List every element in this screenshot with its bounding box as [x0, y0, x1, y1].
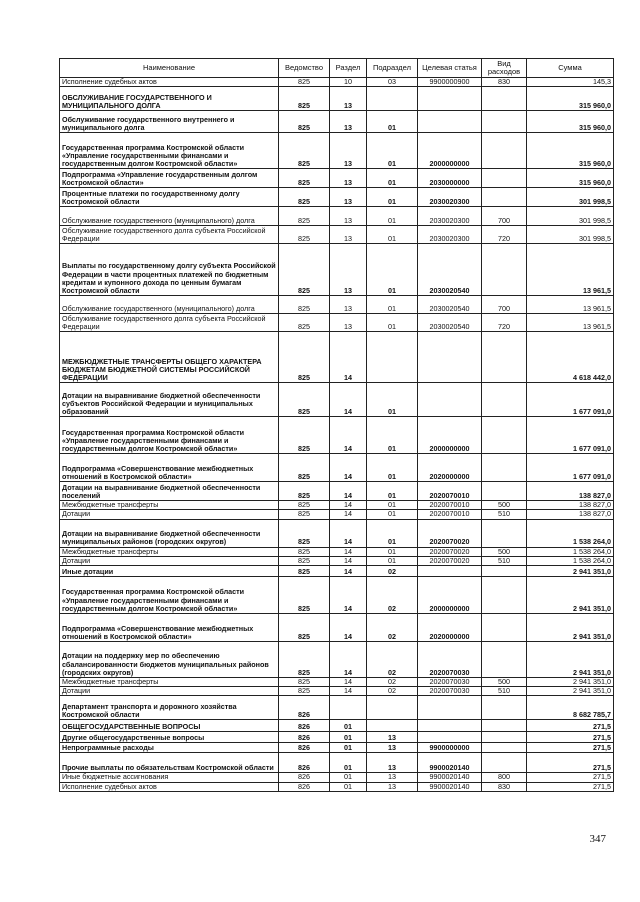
cell-section: 14	[330, 332, 367, 383]
cell-amount: 2 941 351,0	[527, 577, 614, 614]
cell-amount: 315 960,0	[527, 87, 614, 111]
cell-subsection: 13	[367, 732, 418, 743]
cell-section: 14	[330, 519, 367, 547]
table-row	[60, 78, 614, 87]
table-row	[60, 556, 614, 565]
table-row	[60, 501, 614, 510]
cell-section: 14	[330, 687, 367, 696]
cell-section: 14	[330, 614, 367, 642]
table-row	[60, 244, 614, 296]
cell-subsection: 13	[367, 743, 418, 753]
cell-subsection: 01	[367, 547, 418, 556]
cell-name: Дотации на выравнивание бюджетной обеспеченности субъектов Российской Федерации и муниципальных образований	[60, 383, 279, 417]
cell-amount: 13 961,5	[527, 314, 614, 332]
cell-target-article	[418, 732, 482, 743]
table-row	[60, 566, 614, 577]
col-header-expense-type: Вид расходов	[482, 59, 527, 78]
cell-section: 14	[330, 383, 367, 417]
cell-amount: 315 960,0	[527, 133, 614, 169]
cell-target-article	[418, 111, 482, 133]
cell-expense-type	[482, 642, 527, 678]
table-row	[60, 454, 614, 482]
table-header-row	[60, 59, 614, 78]
cell-target-article: 2000000000	[418, 133, 482, 169]
cell-amount: 13 961,5	[527, 244, 614, 296]
cell-department: 826	[279, 732, 330, 743]
cell-target-article	[418, 87, 482, 111]
cell-name: Департамент транспорта и дорожного хозяйства Костромской области	[60, 696, 279, 720]
cell-amount: 271,5	[527, 743, 614, 753]
cell-target-article: 2020070020	[418, 556, 482, 565]
cell-target-article	[418, 566, 482, 577]
cell-name: Подпрограмма «Совершенствование межбюджетных отношений в Костромской области»	[60, 614, 279, 642]
cell-department: 825	[279, 169, 330, 188]
cell-name: Межбюджетные трансферты	[60, 547, 279, 556]
cell-department: 825	[279, 454, 330, 482]
cell-target-article: 2020000000	[418, 614, 482, 642]
cell-subsection: 01	[367, 314, 418, 332]
cell-subsection: 01	[367, 417, 418, 454]
cell-department: 825	[279, 642, 330, 678]
cell-subsection: 01	[367, 207, 418, 226]
cell-name: Обслуживание государственного (муниципального) долга	[60, 207, 279, 226]
cell-department: 825	[279, 207, 330, 226]
cell-subsection	[367, 696, 418, 720]
cell-target-article: 2000000000	[418, 577, 482, 614]
cell-expense-type	[482, 383, 527, 417]
cell-name: Межбюджетные трансферты	[60, 501, 279, 510]
cell-amount: 2 941 351,0	[527, 642, 614, 678]
cell-subsection: 01	[367, 111, 418, 133]
table-row	[60, 720, 614, 732]
cell-expense-type	[482, 454, 527, 482]
cell-target-article: 9900020140	[418, 753, 482, 773]
cell-expense-type	[482, 519, 527, 547]
table-row	[60, 332, 614, 383]
cell-amount: 138 827,0	[527, 482, 614, 501]
cell-section: 01	[330, 773, 367, 782]
cell-department: 826	[279, 773, 330, 782]
cell-expense-type: 700	[482, 296, 527, 314]
cell-department: 826	[279, 720, 330, 732]
cell-amount: 2 941 351,0	[527, 687, 614, 696]
cell-section: 14	[330, 642, 367, 678]
cell-target-article: 2030000000	[418, 169, 482, 188]
cell-department: 826	[279, 696, 330, 720]
cell-section: 13	[330, 207, 367, 226]
cell-section: 14	[330, 547, 367, 556]
cell-amount: 271,5	[527, 753, 614, 773]
cell-subsection	[367, 87, 418, 111]
cell-amount: 301 998,5	[527, 226, 614, 244]
cell-amount: 138 827,0	[527, 510, 614, 519]
cell-expense-type: 500	[482, 501, 527, 510]
cell-expense-type	[482, 732, 527, 743]
cell-name: Исполнение судебных актов	[60, 78, 279, 87]
table-row	[60, 614, 614, 642]
cell-expense-type: 800	[482, 773, 527, 782]
cell-section: 13	[330, 133, 367, 169]
cell-section: 14	[330, 678, 367, 687]
cell-name: Подпрограмма «Совершенствование межбюджетных отношений в Костромской области»	[60, 454, 279, 482]
table-row	[60, 687, 614, 696]
cell-name: Подпрограмма «Управление государственным долгом Костромской области»	[60, 169, 279, 188]
cell-expense-type: 830	[482, 78, 527, 87]
cell-target-article: 2020070030	[418, 678, 482, 687]
table-row	[60, 510, 614, 519]
cell-section: 14	[330, 556, 367, 565]
cell-expense-type	[482, 753, 527, 773]
cell-section: 01	[330, 743, 367, 753]
cell-target-article	[418, 383, 482, 417]
cell-name: Дотации	[60, 556, 279, 565]
cell-section: 14	[330, 577, 367, 614]
cell-name: Обслуживание государственного (муниципального) долга	[60, 296, 279, 314]
cell-department: 825	[279, 577, 330, 614]
cell-target-article: 2020070010	[418, 482, 482, 501]
cell-subsection: 03	[367, 78, 418, 87]
table-row	[60, 482, 614, 501]
cell-expense-type	[482, 133, 527, 169]
cell-amount: 271,5	[527, 773, 614, 782]
cell-target-article: 9900020140	[418, 782, 482, 791]
cell-section: 13	[330, 87, 367, 111]
cell-target-article: 9900000900	[418, 78, 482, 87]
cell-target-article: 2020070020	[418, 519, 482, 547]
cell-subsection: 01	[367, 501, 418, 510]
page-number: 347	[589, 833, 606, 845]
cell-department: 825	[279, 519, 330, 547]
cell-name: Дотации на поддержку мер по обеспечению сбалансированности бюджетов муниципальных районов (городских округов)	[60, 642, 279, 678]
cell-amount: 8 682 785,7	[527, 696, 614, 720]
table-row	[60, 296, 614, 314]
cell-subsection: 01	[367, 556, 418, 565]
cell-name: Прочие выплаты по обязательствам Костромской области	[60, 753, 279, 773]
cell-expense-type	[482, 111, 527, 133]
col-header-subsection: Подраздел	[367, 59, 418, 78]
cell-department: 825	[279, 556, 330, 565]
col-header-amount: Сумма	[527, 59, 614, 78]
cell-amount: 271,5	[527, 732, 614, 743]
cell-section: 01	[330, 753, 367, 773]
table-row	[60, 577, 614, 614]
cell-target-article: 2000000000	[418, 417, 482, 454]
table-row	[60, 226, 614, 244]
cell-amount: 2 941 351,0	[527, 614, 614, 642]
cell-name: Процентные платежи по государственному долгу Костромской области	[60, 188, 279, 207]
cell-amount: 2 941 351,0	[527, 566, 614, 577]
cell-amount: 315 960,0	[527, 169, 614, 188]
cell-subsection: 02	[367, 566, 418, 577]
col-header-department: Ведомство	[279, 59, 330, 78]
cell-department: 825	[279, 614, 330, 642]
table-row	[60, 773, 614, 782]
cell-section: 14	[330, 566, 367, 577]
cell-name: Обслуживание государственного долга субъекта Российской Федерации	[60, 314, 279, 332]
cell-subsection: 01	[367, 169, 418, 188]
budget-table	[59, 58, 614, 792]
cell-section: 10	[330, 78, 367, 87]
col-header-target-article: Целевая статья	[418, 59, 482, 78]
cell-subsection	[367, 720, 418, 732]
table-row	[60, 169, 614, 188]
table-row	[60, 678, 614, 687]
table-row	[60, 547, 614, 556]
cell-department: 826	[279, 753, 330, 773]
cell-target-article: 2030020300	[418, 207, 482, 226]
cell-department: 825	[279, 111, 330, 133]
cell-name: Государственная программа Костромской области «Управление государственными финансами и государственным долгом Костромской области»	[60, 133, 279, 169]
cell-name: Межбюджетные трансферты	[60, 678, 279, 687]
table-body	[60, 78, 614, 792]
cell-amount: 271,5	[527, 782, 614, 791]
cell-section: 13	[330, 314, 367, 332]
cell-department: 825	[279, 482, 330, 501]
table-row	[60, 519, 614, 547]
cell-section: 13	[330, 244, 367, 296]
cell-name: Дотации	[60, 687, 279, 696]
cell-name: Иные бюджетные ассигнования	[60, 773, 279, 782]
cell-subsection: 01	[367, 188, 418, 207]
cell-amount: 13 961,5	[527, 296, 614, 314]
cell-subsection: 13	[367, 753, 418, 773]
cell-name: Дотации на выравнивание бюджетной обеспеченности муниципальных районов (городских округов)	[60, 519, 279, 547]
col-header-section: Раздел	[330, 59, 367, 78]
col-header-name: Наименование	[60, 59, 279, 78]
cell-target-article: 2020070030	[418, 687, 482, 696]
cell-department: 825	[279, 188, 330, 207]
cell-section: 14	[330, 454, 367, 482]
table-row	[60, 133, 614, 169]
cell-subsection: 13	[367, 782, 418, 791]
table-row	[60, 732, 614, 743]
cell-target-article: 2020070010	[418, 510, 482, 519]
cell-target-article: 2030020540	[418, 296, 482, 314]
cell-subsection: 02	[367, 577, 418, 614]
cell-section: 13	[330, 296, 367, 314]
cell-expense-type: 700	[482, 207, 527, 226]
cell-section: 14	[330, 482, 367, 501]
cell-expense-type	[482, 577, 527, 614]
cell-expense-type: 500	[482, 547, 527, 556]
cell-amount: 1 677 091,0	[527, 454, 614, 482]
cell-department: 825	[279, 678, 330, 687]
cell-department: 825	[279, 417, 330, 454]
table-row	[60, 782, 614, 791]
cell-department: 825	[279, 687, 330, 696]
cell-expense-type: 510	[482, 687, 527, 696]
cell-name: Непрограммные расходы	[60, 743, 279, 753]
table-row	[60, 207, 614, 226]
cell-department: 825	[279, 78, 330, 87]
cell-expense-type: 720	[482, 314, 527, 332]
cell-name: Выплаты по государственному долгу субъекта Российской Федерации в части процентных платежей по бюджетным кредитам и купонного дохода по ценным бумагам Костромской области	[60, 244, 279, 296]
cell-name: Дотации на выравнивание бюджетной обеспеченности поселений	[60, 482, 279, 501]
cell-amount: 138 827,0	[527, 501, 614, 510]
cell-target-article: 2020000000	[418, 454, 482, 482]
cell-target-article: 2020070010	[418, 501, 482, 510]
table-row	[60, 383, 614, 417]
table-row	[60, 642, 614, 678]
cell-target-article: 9900000000	[418, 743, 482, 753]
cell-subsection: 01	[367, 383, 418, 417]
cell-expense-type	[482, 244, 527, 296]
cell-expense-type	[482, 188, 527, 207]
cell-amount: 1 677 091,0	[527, 417, 614, 454]
cell-section: 13	[330, 226, 367, 244]
cell-section: 13	[330, 188, 367, 207]
cell-subsection: 01	[367, 226, 418, 244]
cell-expense-type	[482, 743, 527, 753]
table-row	[60, 417, 614, 454]
table-row	[60, 87, 614, 111]
cell-expense-type	[482, 696, 527, 720]
cell-expense-type	[482, 87, 527, 111]
cell-subsection: 01	[367, 296, 418, 314]
cell-amount: 301 998,5	[527, 188, 614, 207]
cell-name: Государственная программа Костромской области «Управление государственными финансами и государственным долгом Костромской области»	[60, 577, 279, 614]
cell-target-article: 2020070030	[418, 642, 482, 678]
cell-subsection: 02	[367, 678, 418, 687]
cell-subsection: 02	[367, 687, 418, 696]
cell-section: 01	[330, 720, 367, 732]
cell-target-article: 2020070020	[418, 547, 482, 556]
table-row	[60, 111, 614, 133]
cell-amount: 1 538 264,0	[527, 519, 614, 547]
cell-department: 825	[279, 133, 330, 169]
cell-department: 825	[279, 566, 330, 577]
cell-department: 825	[279, 87, 330, 111]
cell-expense-type	[482, 169, 527, 188]
cell-department: 825	[279, 244, 330, 296]
table-row	[60, 188, 614, 207]
cell-subsection: 02	[367, 614, 418, 642]
cell-department: 825	[279, 547, 330, 556]
cell-target-article	[418, 720, 482, 732]
cell-section: 14	[330, 510, 367, 519]
cell-expense-type	[482, 566, 527, 577]
cell-department: 826	[279, 743, 330, 753]
cell-expense-type: 510	[482, 510, 527, 519]
cell-expense-type	[482, 332, 527, 383]
cell-department: 825	[279, 332, 330, 383]
cell-section: 13	[330, 169, 367, 188]
cell-subsection: 01	[367, 133, 418, 169]
cell-expense-type: 500	[482, 678, 527, 687]
table-row	[60, 753, 614, 773]
cell-amount: 1 677 091,0	[527, 383, 614, 417]
cell-department: 825	[279, 296, 330, 314]
cell-amount: 2 941 351,0	[527, 678, 614, 687]
cell-subsection: 01	[367, 519, 418, 547]
cell-target-article: 2030020540	[418, 314, 482, 332]
cell-department: 825	[279, 501, 330, 510]
cell-section: 01	[330, 732, 367, 743]
cell-name: Исполнение судебных актов	[60, 782, 279, 791]
cell-department: 825	[279, 226, 330, 244]
cell-subsection	[367, 332, 418, 383]
cell-subsection: 01	[367, 482, 418, 501]
cell-department: 825	[279, 510, 330, 519]
cell-expense-type	[482, 417, 527, 454]
cell-expense-type: 720	[482, 226, 527, 244]
cell-name: Государственная программа Костромской области «Управление государственными финансами и государственным долгом Костромской области»	[60, 417, 279, 454]
cell-subsection: 02	[367, 642, 418, 678]
cell-name: Обслуживание государственного долга субъекта Российской Федерации	[60, 226, 279, 244]
cell-amount: 315 960,0	[527, 111, 614, 133]
table-row	[60, 314, 614, 332]
cell-amount: 1 538 264,0	[527, 556, 614, 565]
cell-section: 14	[330, 501, 367, 510]
cell-subsection: 01	[367, 510, 418, 519]
cell-department: 826	[279, 782, 330, 791]
cell-target-article: 2030020300	[418, 226, 482, 244]
cell-expense-type	[482, 614, 527, 642]
cell-target-article: 9900020140	[418, 773, 482, 782]
cell-name: Обслуживание государственного внутреннего и муниципального долга	[60, 111, 279, 133]
cell-department: 825	[279, 383, 330, 417]
cell-subsection: 01	[367, 244, 418, 296]
table-row	[60, 696, 614, 720]
cell-name: Иные дотации	[60, 566, 279, 577]
cell-section: 13	[330, 111, 367, 133]
cell-subsection: 01	[367, 454, 418, 482]
cell-amount: 301 998,5	[527, 207, 614, 226]
cell-expense-type	[482, 482, 527, 501]
cell-expense-type: 510	[482, 556, 527, 565]
cell-amount: 4 618 442,0	[527, 332, 614, 383]
cell-expense-type: 830	[482, 782, 527, 791]
cell-target-article	[418, 332, 482, 383]
cell-section: 01	[330, 782, 367, 791]
cell-target-article: 2030020300	[418, 188, 482, 207]
cell-subsection: 13	[367, 773, 418, 782]
cell-section: 14	[330, 417, 367, 454]
cell-amount: 271,5	[527, 720, 614, 732]
table-row	[60, 743, 614, 753]
cell-name: МЕЖБЮДЖЕТНЫЕ ТРАНСФЕРТЫ ОБЩЕГО ХАРАКТЕРА БЮДЖЕТАМ БЮДЖЕТНОЙ СИСТЕМЫ РОССИЙСКОЙ ФЕДЕРАЦИИ	[60, 332, 279, 383]
cell-expense-type	[482, 720, 527, 732]
cell-amount: 145,3	[527, 78, 614, 87]
cell-name: ОБСЛУЖИВАНИЕ ГОСУДАРСТВЕННОГО И МУНИЦИПАЛЬНОГО ДОЛГА	[60, 87, 279, 111]
cell-target-article: 2030020540	[418, 244, 482, 296]
cell-section	[330, 696, 367, 720]
cell-name: Дотации	[60, 510, 279, 519]
cell-department: 825	[279, 314, 330, 332]
cell-name: Другие общегосударственные вопросы	[60, 732, 279, 743]
cell-name: ОБЩЕГОСУДАРСТВЕННЫЕ ВОПРОСЫ	[60, 720, 279, 732]
cell-target-article	[418, 696, 482, 720]
cell-amount: 1 538 264,0	[527, 547, 614, 556]
